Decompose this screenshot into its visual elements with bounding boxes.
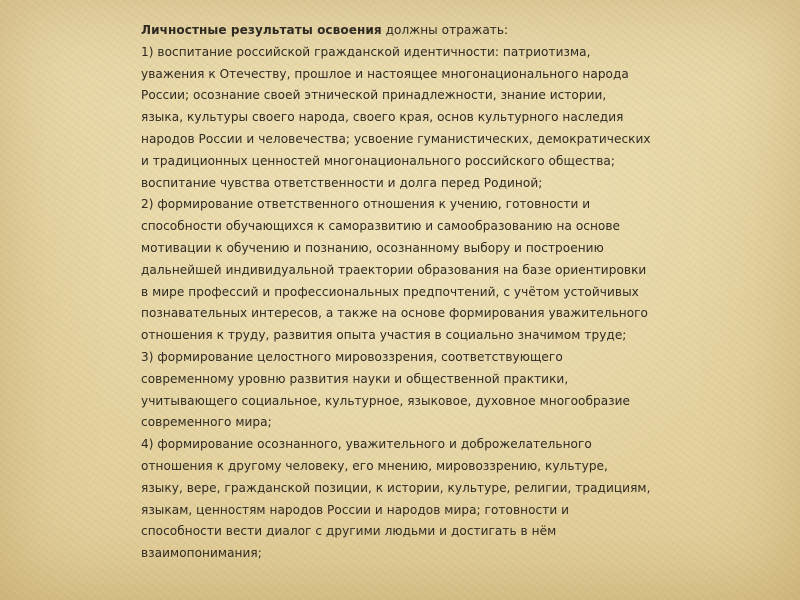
text-line: языка, культуры своего народа, своего края, основ культурного наследия: [141, 110, 624, 125]
text-line: учитывающего социальное, культурное, языковое, духовное многообразие: [141, 393, 631, 408]
text-line: 4) формирование осознанного, уважительного и доброжелательного: [141, 437, 592, 452]
text-line: отношения к труду, развития опыта участия в социально значимом труде;: [141, 328, 627, 343]
document-text: [141, 20, 671, 565]
text-line: познавательных интересов, а также на основе формирования уважительного: [141, 306, 649, 321]
text-line: способности обучающихся к саморазвитию и самообразованию на основе: [141, 219, 621, 234]
heading-rest-text: должны отражать:: [381, 23, 509, 37]
text-line: 1) воспитание российской гражданской идентичности: патриотизма,: [141, 44, 591, 59]
text-line: воспитание чувства ответственности и долга перед Родиной;: [141, 175, 543, 190]
text-line: России; осознание своей этнической принадлежности, знание истории,: [141, 88, 607, 103]
text-line: современного мира;: [141, 415, 272, 430]
heading-bold-text: Личностные результаты освоения: [141, 23, 382, 37]
text-line: языку, вере, гражданской позиции, к истории, культуре, религии, традициям,: [141, 480, 651, 495]
text-line: и традиционных ценностей многонационального российского общества;: [141, 153, 615, 168]
heading-line: [141, 20, 671, 42]
text-line: 2) формирование ответственного отношения к учению, готовности и: [141, 197, 591, 212]
text-line: 3) формирование целостного мировоззрения, соответствующего: [141, 349, 563, 364]
text-line: уважения к Отечеству, прошлое и настоящее многонационального народа: [141, 66, 629, 81]
text-line: отношения к другому человеку, его мнению, мировоззрению, культуре,: [141, 458, 608, 473]
text-line: народов России и человечества; усвоение гуманистических, демократических: [141, 131, 651, 146]
text-line: в мире профессий и профессиональных предпочтений, с учётом устойчивых: [141, 284, 639, 299]
text-line: дальнейшей индивидуальной траектории образования на базе ориентировки: [141, 262, 647, 277]
text-line: современному уровню развития науки и общественной практики,: [141, 371, 569, 386]
text-line: взаимопонимания;: [141, 546, 262, 561]
text-line: способности вести диалог с другими людьми и достигать в нём: [141, 524, 557, 539]
text-line: языкам, ценностям народов России и народов мира; готовности и: [141, 502, 570, 517]
text-line: мотивации к обучению и познанию, осознанному выбору и построению: [141, 240, 604, 255]
